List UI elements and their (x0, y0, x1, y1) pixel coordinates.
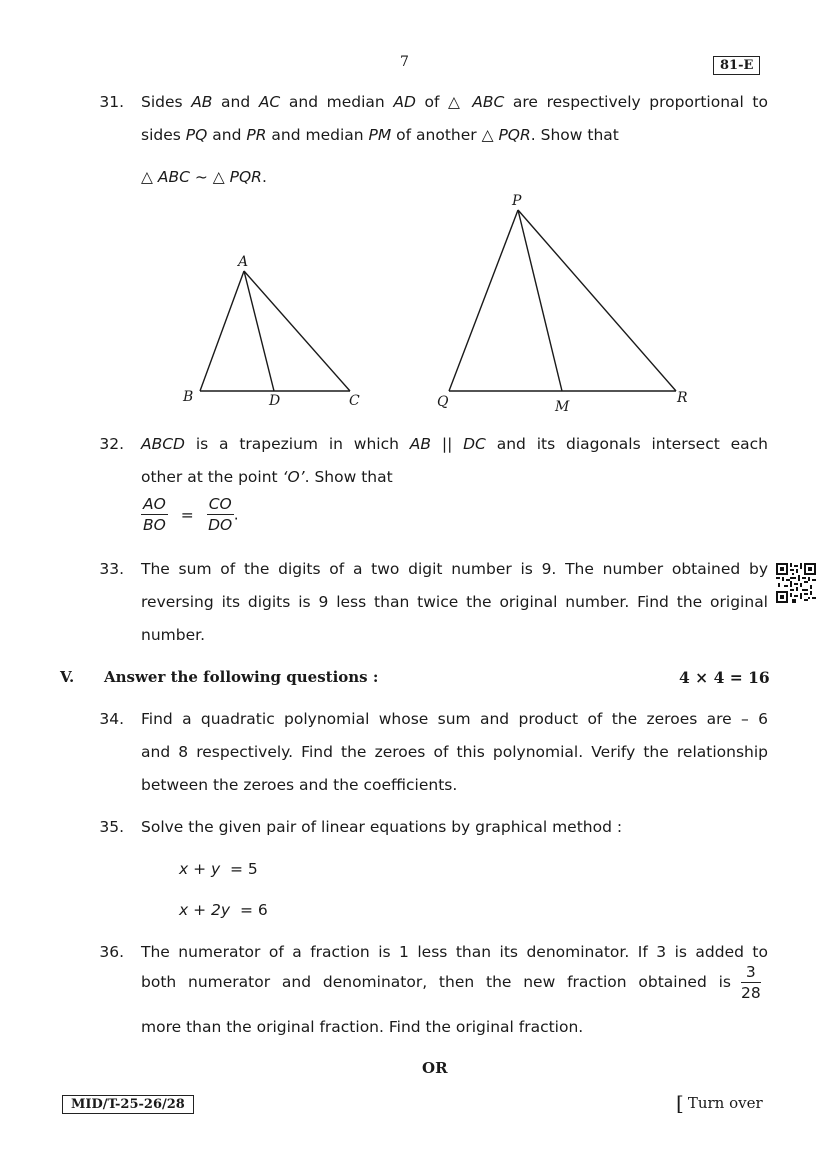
section-title: Answer the following questions : (104, 668, 379, 686)
q35-equation1-rhs: = 5 (230, 860, 258, 878)
section-marks: 4 × 4 = 16 (679, 668, 770, 687)
q33-line3: number. (141, 626, 205, 644)
page-number: 7 (400, 54, 409, 70)
q36-fraction: $\frac{3}{28}$ (741, 963, 761, 1002)
q36-line1: The numerator of a fraction is 1 less than its denominator. If 3 is added to (141, 943, 768, 961)
label-m: M (555, 399, 570, 415)
question-number-31: 31. (99, 93, 124, 111)
median-pm (518, 210, 562, 391)
footer-code-box: MID/T-25-26/28 (62, 1095, 194, 1114)
qr-code-icon (776, 563, 816, 603)
or-label: OR (422, 1059, 448, 1077)
q33-line1: The sum of the digits of a two digit number is 9. The number obtained by (141, 560, 768, 578)
triangle-pqr (449, 210, 676, 391)
q31-line2: sides PQ and PR and median PM of another △ PQR. Show that (141, 126, 619, 144)
q35-line1: Solve the given pair of linear equations by graphical method : (141, 818, 623, 836)
question-number-36: 36. (99, 943, 124, 961)
q34-line2: and 8 respectively. Find the zeroes of this polynomial. Verify the relationship (141, 743, 768, 761)
q32-line1: ABCD is a trapezium in which AB || DC and its diagonals intersect each (141, 435, 768, 453)
q31-line1: Sides AB and AC and median AD of △ ABC are respectively proportional to (141, 93, 768, 111)
fraction-co-do: $\frac{CO}{DO}$ (208, 495, 233, 534)
triangles-figure (0, 0, 826, 430)
q35-equation2-rhs: = 6 (240, 901, 268, 919)
q31-line3: △ ABC ~ △ PQR. (141, 168, 267, 186)
q35-equation2-lhs: x + 2y (179, 901, 231, 919)
q36-line2: both numerator and denominator, then the new fraction obtained is (141, 973, 731, 991)
fraction-ao-bo: $\frac{AO}{BO}$ (142, 495, 166, 534)
q35-equation1-lhs: x + y (179, 860, 221, 878)
q36-line3: more than the original fraction. Find the original fraction. (141, 1018, 584, 1036)
label-c: C (349, 393, 360, 409)
label-a: A (238, 254, 249, 270)
q33-line2: reversing its digits is 9 less than twice the original number. Find the original (141, 593, 768, 611)
q32-equation: $\frac{AO}{BO}$ = $\frac{CO}{DO}$ . (142, 495, 239, 534)
q32-line2: other at the point ‘O’. Show that (141, 468, 393, 486)
question-number-33: 33. (99, 560, 124, 578)
turn-over-label: [ Turn over (676, 1091, 763, 1115)
q34-line3: between the zeroes and the coefficients. (141, 776, 458, 794)
label-q: Q (437, 394, 449, 410)
label-p: P (512, 193, 522, 209)
section-number: V. (60, 668, 75, 686)
label-b: B (183, 389, 194, 405)
question-number-32: 32. (99, 435, 124, 453)
triangle-abc (200, 271, 350, 391)
question-number-34: 34. (99, 710, 124, 728)
label-d: D (269, 393, 281, 409)
question-number-35: 35. (99, 818, 124, 836)
paper-code-box: 81-E (713, 56, 760, 75)
label-r: R (677, 390, 688, 406)
q34-line1: Find a quadratic polynomial whose sum and product of the zeroes are – 6 (141, 710, 768, 728)
